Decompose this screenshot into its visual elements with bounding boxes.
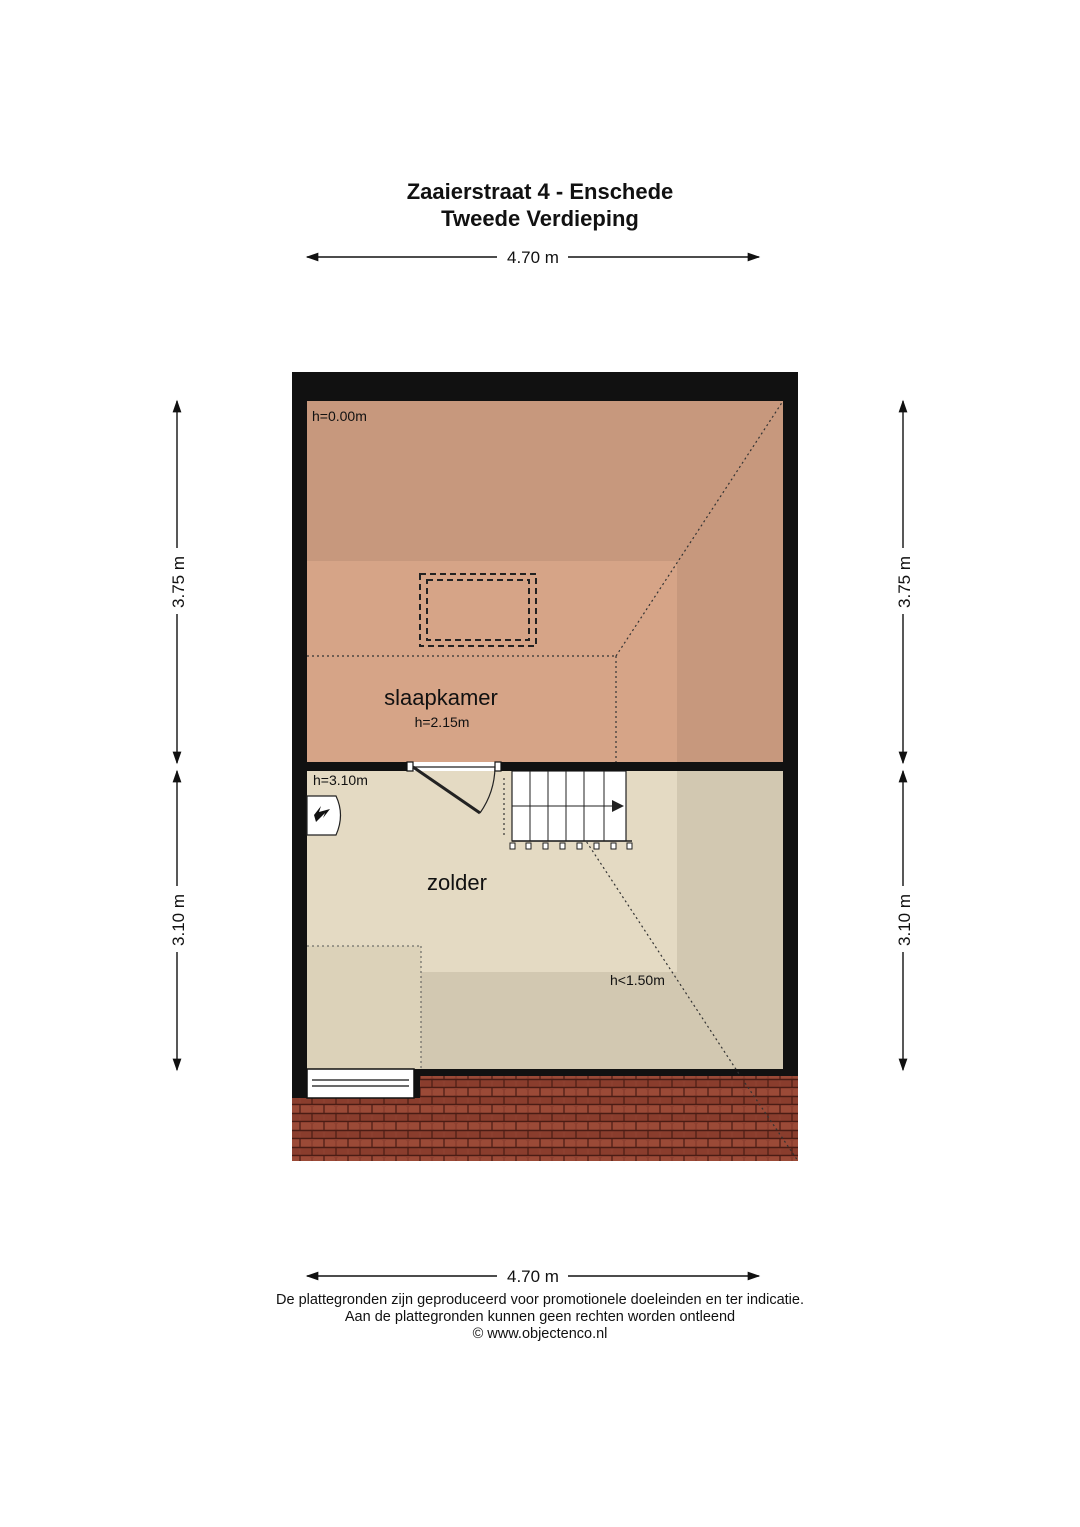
boiler-icon (307, 796, 341, 835)
interior-wall (307, 762, 783, 771)
dimension-right-upper-label: 3.75 m (895, 556, 914, 608)
disclaimer-line-2: Aan de plattegronden kunnen geen rechten worden ontleend (344, 1309, 736, 1325)
room-name-zolder: zolder (427, 870, 487, 895)
dimension-right-lower-label: 3.10 m (895, 894, 914, 946)
low-height-label: h<1.50m (610, 972, 665, 988)
window (307, 1069, 414, 1098)
bedroom-floor (307, 561, 677, 762)
dimension-left-lower (169, 771, 188, 1070)
plan-title: Zaaierstraat 4 - Enschede (406, 179, 674, 204)
room-slaapkamer (307, 401, 783, 762)
dimension-left-upper-label: 3.75 m (169, 556, 188, 608)
room-height-zolder: h=3.10m (313, 772, 368, 788)
dimension-top (307, 248, 759, 267)
disclaimer-line-1: De plattegronden zijn geproduceerd voor promotionele doeleinden en ter indicatie. (276, 1292, 804, 1308)
room-height-slaapkamer: h=2.15m (414, 714, 470, 730)
dimension-bottom-label: 4.70 m (507, 1267, 559, 1286)
room-name-slaapkamer: slaapkamer (384, 685, 498, 710)
slope-height-label: h=0.00m (312, 408, 367, 424)
room-zolder (307, 771, 783, 1083)
dimension-right-lower (895, 771, 914, 1070)
dimension-top-label: 4.70 m (507, 248, 559, 267)
dimension-bottom (307, 1267, 759, 1286)
dimension-left-lower-label: 3.10 m (169, 894, 188, 946)
floor-name: Tweede Verdieping (441, 206, 639, 231)
staircase (504, 771, 632, 849)
dimension-right-upper (895, 401, 914, 763)
copyright-link[interactable]: © www.objectenco.nl (472, 1326, 608, 1342)
dimension-left-upper (169, 401, 188, 763)
